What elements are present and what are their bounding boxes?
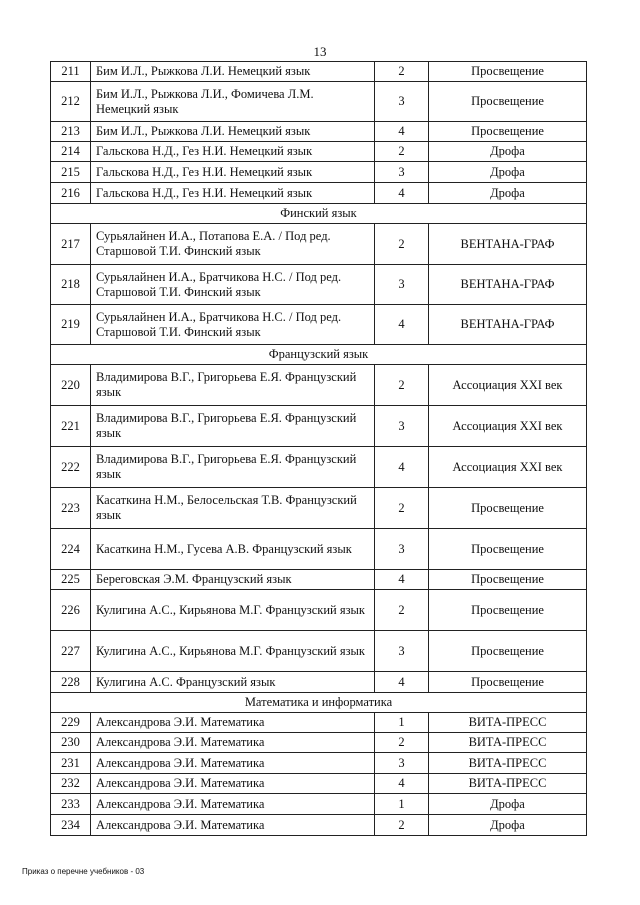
publisher: ВЕНТАНА-ГРАФ	[429, 265, 587, 305]
publisher: ВИТА-ПРЕСС	[429, 774, 587, 794]
grade: 1	[375, 794, 429, 815]
author-title: Касаткина Н.М., Белосельская Т.В. Французский язык	[91, 488, 375, 529]
row-number: 211	[51, 62, 91, 82]
publisher: ВИТА-ПРЕСС	[429, 733, 587, 753]
table-row	[51, 183, 587, 204]
author-title: Владимирова В.Г., Григорьева Е.Я. Французский язык	[91, 365, 375, 406]
section-title: Математика и информатика	[51, 693, 587, 713]
row-number: 217	[51, 224, 91, 265]
author-title: Владимирова В.Г., Григорьева Е.Я. Французский язык	[91, 406, 375, 447]
row-number: 224	[51, 529, 91, 570]
table-row	[51, 631, 587, 672]
page-number: 13	[313, 44, 327, 59]
section-row	[51, 345, 587, 365]
row-number: 226	[51, 590, 91, 631]
publisher: Дрофа	[429, 815, 587, 836]
section-title: Финский язык	[51, 204, 587, 224]
grade: 2	[375, 733, 429, 753]
author-title: Сурьялайнен И.А., Братчикова Н.С. / Под ред. Старшовой Т.И. Финский язык	[91, 265, 375, 305]
table-row	[51, 265, 587, 305]
table-row	[51, 447, 587, 488]
table-body	[51, 62, 587, 836]
grade: 2	[375, 488, 429, 529]
publisher: ВИТА-ПРЕСС	[429, 753, 587, 774]
grade: 3	[375, 529, 429, 570]
grade: 2	[375, 590, 429, 631]
author-title: Александрова Э.И. Математика	[91, 815, 375, 836]
row-number: 213	[51, 122, 91, 142]
table-row	[51, 406, 587, 447]
author-title: Александрова Э.И. Математика	[91, 713, 375, 733]
row-number: 228	[51, 672, 91, 693]
author-title: Кулигина А.С., Кирьянова М.Г. Французский язык	[91, 590, 375, 631]
row-number: 221	[51, 406, 91, 447]
row-number: 218	[51, 265, 91, 305]
publisher: Дрофа	[429, 183, 587, 204]
table-row	[51, 305, 587, 345]
publisher: Просвещение	[429, 631, 587, 672]
author-title: Александрова Э.И. Математика	[91, 753, 375, 774]
author-title: Владимирова В.Г., Григорьева Е.Я. Французский язык	[91, 447, 375, 488]
table-row	[51, 82, 587, 122]
publisher: Дрофа	[429, 794, 587, 815]
grade: 4	[375, 183, 429, 204]
author-title: Бим И.Л., Рыжкова Л.И. Немецкий язык	[91, 122, 375, 142]
table-row	[51, 815, 587, 836]
grade: 2	[375, 365, 429, 406]
author-title: Гальскова Н.Д., Гез Н.И. Немецкий язык	[91, 183, 375, 204]
grade: 3	[375, 82, 429, 122]
table-row	[51, 162, 587, 183]
publisher: Ассоциация XXI век	[429, 406, 587, 447]
table-row	[51, 774, 587, 794]
row-number: 233	[51, 794, 91, 815]
table-row	[51, 224, 587, 265]
table-row	[51, 488, 587, 529]
row-number: 222	[51, 447, 91, 488]
grade: 3	[375, 162, 429, 183]
row-number: 216	[51, 183, 91, 204]
grade: 4	[375, 570, 429, 590]
publisher: Просвещение	[429, 590, 587, 631]
author-title: Гальскова Н.Д., Гез Н.И. Немецкий язык	[91, 142, 375, 162]
row-number: 214	[51, 142, 91, 162]
row-number: 231	[51, 753, 91, 774]
publisher: Просвещение	[429, 62, 587, 82]
row-number: 232	[51, 774, 91, 794]
table-row	[51, 672, 587, 693]
publisher: ВЕНТАНА-ГРАФ	[429, 305, 587, 345]
row-number: 227	[51, 631, 91, 672]
row-number: 230	[51, 733, 91, 753]
table-row	[51, 753, 587, 774]
section-row	[51, 204, 587, 224]
row-number: 225	[51, 570, 91, 590]
grade: 2	[375, 224, 429, 265]
section-row	[51, 693, 587, 713]
publisher: ВИТА-ПРЕСС	[429, 713, 587, 733]
row-number: 223	[51, 488, 91, 529]
author-title: Сурьялайнен И.А., Братчикова Н.С. / Под ред. Старшовой Т.И. Финский язык	[91, 305, 375, 345]
footer-note: Приказ о перечне учебников - 03	[22, 867, 145, 876]
author-title: Сурьялайнен И.А., Потапова Е.А. / Под ред. Старшовой Т.И. Финский язык	[91, 224, 375, 265]
grade: 3	[375, 265, 429, 305]
table-row	[51, 590, 587, 631]
author-title: Бим И.Л., Рыжкова Л.И. Немецкий язык	[91, 62, 375, 82]
table-row	[51, 570, 587, 590]
table-row	[51, 713, 587, 733]
grade: 4	[375, 122, 429, 142]
section-title: Французский язык	[51, 345, 587, 365]
publisher: Дрофа	[429, 162, 587, 183]
row-number: 229	[51, 713, 91, 733]
grade: 3	[375, 631, 429, 672]
grade: 3	[375, 406, 429, 447]
author-title: Александрова Э.И. Математика	[91, 774, 375, 794]
publisher: Просвещение	[429, 82, 587, 122]
author-title: Гальскова Н.Д., Гез Н.И. Немецкий язык	[91, 162, 375, 183]
grade: 4	[375, 774, 429, 794]
publisher: Просвещение	[429, 672, 587, 693]
author-title: Касаткина Н.М., Гусева А.В. Французский язык	[91, 529, 375, 570]
row-number: 215	[51, 162, 91, 183]
table-row	[51, 794, 587, 815]
textbook-table	[50, 61, 587, 836]
publisher: Дрофа	[429, 142, 587, 162]
row-number: 234	[51, 815, 91, 836]
grade: 4	[375, 305, 429, 345]
table-row	[51, 733, 587, 753]
table-row	[51, 62, 587, 82]
table-row	[51, 142, 587, 162]
grade: 2	[375, 62, 429, 82]
grade: 4	[375, 672, 429, 693]
publisher: Просвещение	[429, 529, 587, 570]
table-row	[51, 529, 587, 570]
publisher: Ассоциация XXI век	[429, 365, 587, 406]
row-number: 212	[51, 82, 91, 122]
grade: 1	[375, 713, 429, 733]
table-row	[51, 365, 587, 406]
author-title: Бим И.Л., Рыжкова Л.И., Фомичева Л.М. Немецкий язык	[91, 82, 375, 122]
author-title: Кулигина А.С., Кирьянова М.Г. Французский язык	[91, 631, 375, 672]
grade: 2	[375, 815, 429, 836]
publisher: Ассоциация XXI век	[429, 447, 587, 488]
publisher: Просвещение	[429, 570, 587, 590]
author-title: Александрова Э.И. Математика	[91, 794, 375, 815]
author-title: Береговская Э.М. Французский язык	[91, 570, 375, 590]
grade: 2	[375, 142, 429, 162]
publisher: Просвещение	[429, 488, 587, 529]
table-row	[51, 122, 587, 142]
publisher: ВЕНТАНА-ГРАФ	[429, 224, 587, 265]
row-number: 220	[51, 365, 91, 406]
author-title: Александрова Э.И. Математика	[91, 733, 375, 753]
grade: 3	[375, 753, 429, 774]
row-number: 219	[51, 305, 91, 345]
author-title: Кулигина А.С. Французский язык	[91, 672, 375, 693]
publisher: Просвещение	[429, 122, 587, 142]
grade: 4	[375, 447, 429, 488]
